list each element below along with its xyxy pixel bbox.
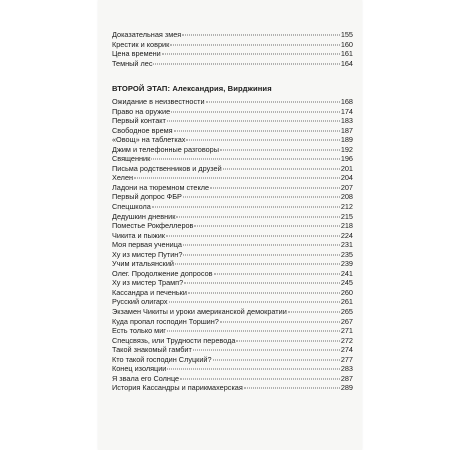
toc-entry-title: Хелен [112,173,134,183]
toc-entry [112,126,353,136]
toc-entry [112,345,353,355]
toc-entry [112,250,353,260]
toc-entry [112,364,353,374]
section-heading: ВТОРОЙ ЭТАП: Александрия, Вирджиния [112,84,272,93]
dot-leader [167,331,340,332]
toc-entry [112,145,353,155]
toc-entry [112,336,353,346]
toc-entry-page: 261 [340,297,353,307]
toc-entry-title: Чикита и пыжик [112,230,166,240]
toc-entry-title: Первый контакт [112,116,166,126]
toc-entry-page: 224 [340,230,353,240]
toc-entry [112,231,353,241]
dot-leader [206,102,340,103]
toc-entry-page: 212 [340,202,353,212]
toc-entry-page: 201 [340,163,353,173]
toc-entry [112,202,353,212]
toc-entry-title: Спецсвязь, или Трудности перевода [112,335,236,345]
toc-entry-page: 241 [340,268,353,278]
dot-leader [220,321,340,322]
toc-entry-page: 204 [340,173,353,183]
toc-entry [112,59,353,69]
dot-leader [193,350,340,351]
toc-entry-title: Экзамен Чикиты и уроки американской демократии [112,307,287,317]
toc-entry-page: 287 [340,373,353,383]
dot-leader [166,235,340,236]
toc-entry [112,297,353,307]
toc-entry [112,326,353,336]
toc-entry-page: 274 [340,345,353,355]
toc-entry [112,240,353,250]
toc-entry-title: Священник [112,154,151,164]
toc-entry-title: Свободное время [112,125,173,135]
dot-leader [186,140,339,141]
toc-entry [112,269,353,279]
toc-entry [112,374,353,384]
toc-entry-page: 239 [340,259,353,269]
toc-entry-title: Письма родственников и друзей [112,163,222,173]
toc-entry [112,173,353,183]
toc-entry-page: 168 [340,97,353,106]
toc-entry [112,317,353,327]
dot-leader [167,121,340,122]
toc-entry-title: Цена времени [112,49,161,59]
toc-entry [112,107,353,117]
toc-entry-title: Джим и телефонные разговоры [112,144,219,154]
toc-entry-page: 283 [340,364,353,374]
toc-entry-title: Кто такой господин Слуцкий? [112,354,212,364]
toc-entry [112,212,353,222]
toc-entry [112,288,353,298]
toc-entry-page: 245 [340,278,353,288]
toc-top-entries [112,30,353,68]
dot-leader [194,226,339,227]
toc-entry-page: 265 [340,307,353,317]
toc-entry-title: Олег. Продолжение допросов [112,268,213,278]
toc-entry-title: Ху из мистер Путин? [112,249,183,259]
toc-entry-page: 215 [340,211,353,221]
toc-entry [112,40,353,50]
toc-entry-page: 260 [340,287,353,297]
toc-entry-page: 267 [340,316,353,326]
dot-leader [152,207,340,208]
dot-leader [210,187,340,188]
toc-entry-title: Конец изоляции [112,364,167,374]
dot-leader [183,254,339,255]
dot-leader [182,35,340,36]
toc-entry-page: 189 [340,135,353,145]
toc-entry-title: История Кассандры и парикмахерская [112,383,243,393]
dot-leader [151,159,339,160]
toc-entry-title: Доказательная змея [112,30,182,39]
toc-section-entries [112,97,353,393]
toc-entry-page: 289 [340,383,353,393]
toc-entry-page: 207 [340,182,353,192]
toc-entry-page: 160 [340,39,353,49]
dot-leader [188,292,340,293]
toc-entry [112,154,353,164]
dot-leader [180,378,340,379]
dot-leader [169,302,340,303]
toc-entry-title: Темный лес [112,58,153,68]
dot-leader [183,245,340,246]
toc-entry-title: Первый допрос ФБР [112,192,182,202]
dot-leader [184,283,340,284]
toc-entry [112,30,353,40]
toc-entry [112,221,353,231]
toc-entry [112,97,353,107]
toc-entry-page: 192 [340,144,353,154]
toc-entry-page: 161 [340,49,353,59]
toc-entry [112,307,353,317]
toc-entry-title: Есть только миг [112,326,166,336]
toc-entry-title: Спецшкола [112,202,151,212]
toc-entry-title: Крестик и коврик [112,39,170,49]
toc-entry-page: 183 [340,116,353,126]
toc-entry-title: Я звала его Солнце [112,373,180,383]
dot-leader [171,111,340,112]
dot-leader [244,388,340,389]
toc-entry-title: Поместье Рокфеллеров [112,221,194,231]
toc-entry-page: 272 [340,335,353,345]
dot-leader [167,369,339,370]
dot-leader [288,312,340,313]
toc-entry-page: 208 [340,192,353,202]
toc-entry [112,278,353,288]
toc-entry-page: 231 [340,240,353,250]
dot-leader [214,273,340,274]
toc-entry-title: Куда пропал господин Торшин? [112,316,219,326]
toc-entry-page: 218 [340,221,353,231]
toc-entry [112,355,353,365]
toc-entry-title: Ладони на тюремном стекле [112,182,210,192]
toc-entry [112,116,353,126]
dot-leader [236,340,339,341]
toc-entry [112,164,353,174]
dot-leader [175,264,340,265]
dot-leader [183,197,340,198]
toc-entry-title: «Овощ» на таблетках [112,135,186,145]
toc-entry [112,49,353,59]
toc-entry-title: Русский олигарх [112,297,168,307]
toc-entry-title: Ожидание в неизвестности [112,97,205,106]
toc-entry [112,259,353,269]
toc-entry-page: 235 [340,249,353,259]
toc-entry-title: Кассандра и печеньки [112,287,187,297]
toc-entry [112,192,353,202]
toc-entry-title: Дедушкин дневник [112,211,176,221]
toc-entry-page: 187 [340,125,353,135]
dot-leader [176,216,339,217]
toc-entry-page: 277 [340,354,353,364]
book-page [98,0,362,450]
toc-entry-page: 196 [340,154,353,164]
toc-entry-title: Моя первая ученица [112,240,182,250]
toc-entry-title: Ху из мистер Трамп? [112,278,184,288]
toc-entry-page: 271 [340,326,353,336]
dot-leader [134,178,340,179]
toc-entry [112,183,353,193]
toc-entry-page: 174 [340,106,353,116]
dot-leader [162,54,340,55]
dot-leader [223,168,340,169]
dot-leader [220,149,340,150]
dot-leader [153,63,339,64]
toc-entry [112,383,353,393]
toc-entry-page: 164 [340,58,353,68]
toc-entry [112,135,353,145]
dot-leader [170,44,340,45]
dot-leader [213,359,340,360]
toc-entry-title: Учим итальянский [112,259,174,269]
toc-entry-title: Такой знакомый гамбит [112,345,192,355]
toc-entry-page: 155 [340,30,353,39]
dot-leader [174,130,340,131]
toc-entry-title: Право на оружие [112,106,171,116]
